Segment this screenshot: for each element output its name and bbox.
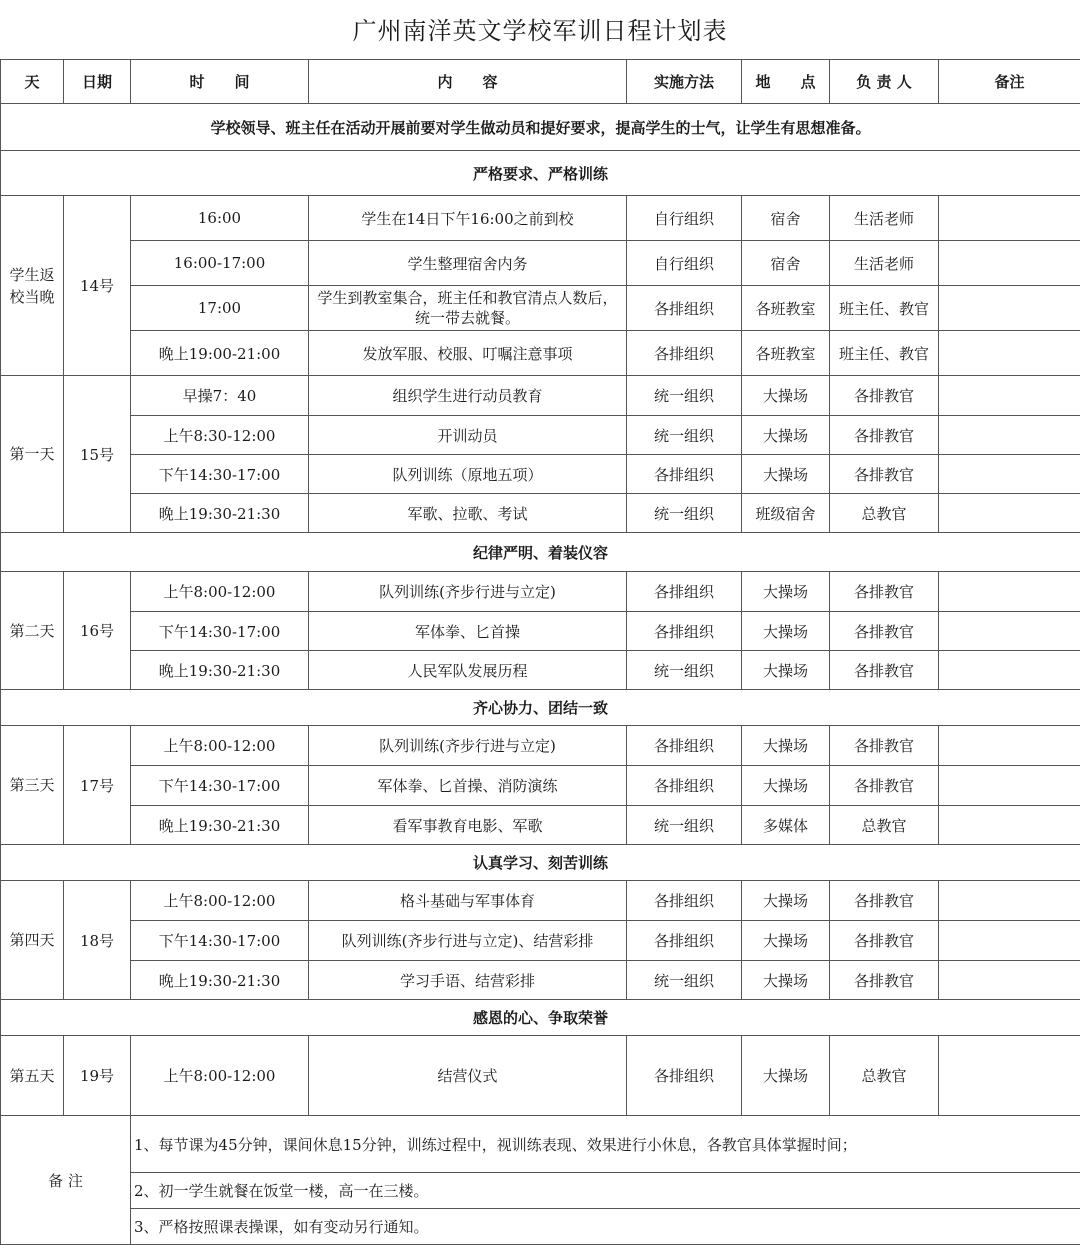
remark-cell [939,881,1080,921]
header-time: 时 间 [131,60,309,104]
time-cell: 下午14:30-17:00 [131,612,309,651]
remark-cell [939,455,1080,494]
remark-cell [939,196,1080,241]
table-row [1,455,1080,494]
table-row [1,651,1080,690]
method-cell: 各排组织 [627,455,742,494]
time-cell: 晚上19:30-21:30 [131,494,309,533]
content-cell: 队列训练(齐步行进与立定) [309,726,627,766]
place-cell: 多媒体 [742,806,830,845]
person-cell: 各排教官 [830,572,939,612]
place-cell: 各班教室 [742,331,830,376]
time-cell: 16:00 [131,196,309,241]
place-cell: 大操场 [742,961,830,1000]
content-cell: 队列训练（原地五项） [309,455,627,494]
remark-cell [939,241,1080,286]
content-cell: 军体拳、匕首操 [309,612,627,651]
content-cell: 看军事教育电影、军歌 [309,806,627,845]
method-cell: 各排组织 [627,1036,742,1116]
time-cell: 早操7：40 [131,376,309,416]
time-cell: 下午14:30-17:00 [131,455,309,494]
place-cell: 大操场 [742,881,830,921]
time-cell: 下午14:30-17:00 [131,766,309,806]
person-cell: 各排教官 [830,416,939,455]
table-row [1,241,1080,286]
time-cell: 17:00 [131,286,309,331]
place-cell: 大操场 [742,416,830,455]
place-cell: 大操场 [742,455,830,494]
section-title: 认真学习、刻苦训练 [1,845,1080,881]
method-cell: 统一组织 [627,806,742,845]
remark-cell [939,1036,1080,1116]
person-cell: 总教官 [830,494,939,533]
time-cell: 晚上19:30-21:30 [131,806,309,845]
remark-cell [939,726,1080,766]
method-cell: 各排组织 [627,726,742,766]
person-cell: 各排教官 [830,881,939,921]
table-row [1,766,1080,806]
content-cell: 发放军服、校服、叮嘱注意事项 [309,331,627,376]
content-cell: 学生整理宿舍内务 [309,241,627,286]
method-cell: 各排组织 [627,572,742,612]
table-row [1,572,1080,612]
content-cell: 人民军队发展历程 [309,651,627,690]
person-cell: 生活老师 [830,241,939,286]
section-row [1,1000,1080,1036]
person-cell: 各排教官 [830,921,939,961]
method-cell: 各排组织 [627,921,742,961]
table-row [1,806,1080,845]
place-cell: 大操场 [742,651,830,690]
method-cell: 各排组织 [627,331,742,376]
section-row [1,845,1080,881]
content-cell: 学生在14日下午16:00之前到校 [309,196,627,241]
person-cell: 各排教官 [830,612,939,651]
date-cell: 17号 [64,726,131,845]
table-row [1,376,1080,416]
table-row [1,961,1080,1000]
table-row [1,921,1080,961]
section-title: 感恩的心、争取荣誉 [1,1000,1080,1036]
person-cell: 班主任、教官 [830,331,939,376]
intro-text: 学校领导、班主任在活动开展前要对学生做动员和提好要求，提高学生的士气，让学生有思想准备。 [1,104,1080,151]
content-cell: 队列训练(齐步行进与立定) [309,572,627,612]
date-cell: 15号 [64,376,131,533]
section-title: 齐心协力、团结一致 [1,690,1080,726]
method-cell: 统一组织 [627,961,742,1000]
day-cell: 学生返校当晚 [1,196,64,376]
time-cell: 晚上19:30-21:30 [131,961,309,1000]
time-cell: 晚上19:00-21:00 [131,331,309,376]
day-cell: 第五天 [1,1036,64,1116]
method-cell: 自行组织 [627,241,742,286]
method-cell: 各排组织 [627,881,742,921]
time-cell: 16:00-17:00 [131,241,309,286]
remark-cell [939,376,1080,416]
method-cell: 自行组织 [627,196,742,241]
person-cell: 各排教官 [830,376,939,416]
place-cell: 班级宿舍 [742,494,830,533]
time-cell: 上午8:00-12:00 [131,726,309,766]
header-person: 负 责 人 [830,60,939,104]
section-row [1,533,1080,572]
time-cell: 下午14:30-17:00 [131,921,309,961]
remark-cell [939,416,1080,455]
method-cell: 各排组织 [627,286,742,331]
time-cell: 上午8:00-12:00 [131,881,309,921]
day-cell: 第二天 [1,572,64,690]
place-cell: 大操场 [742,612,830,651]
content-cell: 组织学生进行动员教育 [309,376,627,416]
note-item: 2、初一学生就餐在饭堂一楼，高一在三楼。 [131,1173,1080,1209]
note-item: 3、严格按照课表操课，如有变动另行通知。 [131,1209,1080,1245]
section-title: 严格要求、严格训练 [1,151,1080,196]
time-cell: 上午8:00-12:00 [131,572,309,612]
method-cell: 各排组织 [627,766,742,806]
content-cell: 军体拳、匕首操、消防演练 [309,766,627,806]
time-cell: 上午8:30-12:00 [131,416,309,455]
method-cell: 统一组织 [627,494,742,533]
section-row [1,151,1080,196]
person-cell: 班主任、教官 [830,286,939,331]
intro-row [1,104,1080,151]
place-cell: 大操场 [742,376,830,416]
section-row [1,690,1080,726]
header-date: 日期 [64,60,131,104]
table-row [1,612,1080,651]
place-cell: 宿舍 [742,241,830,286]
content-cell: 学习手语、结营彩排 [309,961,627,1000]
person-cell: 各排教官 [830,651,939,690]
remark-cell [939,331,1080,376]
date-cell: 14号 [64,196,131,376]
notes-row [1,1173,1080,1209]
page-title: 广州南洋英文学校军训日程计划表 [0,0,1080,60]
date-cell: 19号 [64,1036,131,1116]
day-cell: 第四天 [1,881,64,1000]
header-place: 地 点 [742,60,830,104]
method-cell: 统一组织 [627,376,742,416]
place-cell: 宿舍 [742,196,830,241]
notes-row [1,1209,1080,1245]
remark-cell [939,572,1080,612]
place-cell: 大操场 [742,1036,830,1116]
content-cell: 军歌、拉歌、考试 [309,494,627,533]
date-cell: 18号 [64,881,131,1000]
remark-cell [939,766,1080,806]
place-cell: 大操场 [742,766,830,806]
table-row [1,1036,1080,1116]
remark-cell [939,494,1080,533]
place-cell: 各班教室 [742,286,830,331]
person-cell: 各排教官 [830,961,939,1000]
table-row [1,331,1080,376]
header-content: 内 容 [309,60,627,104]
place-cell: 大操场 [742,572,830,612]
method-cell: 各排组织 [627,612,742,651]
person-cell: 各排教官 [830,726,939,766]
method-cell: 统一组织 [627,651,742,690]
notes-label: 备 注 [1,1116,131,1245]
time-cell: 晚上19:30-21:30 [131,651,309,690]
header-remark: 备注 [939,60,1080,104]
day-cell: 第一天 [1,376,64,533]
table-row [1,286,1080,331]
table-row [1,726,1080,766]
person-cell: 总教官 [830,806,939,845]
place-cell: 大操场 [742,726,830,766]
header-day: 天 [1,60,64,104]
time-cell: 上午8:00-12:00 [131,1036,309,1116]
person-cell: 各排教官 [830,455,939,494]
person-cell: 生活老师 [830,196,939,241]
remark-cell [939,651,1080,690]
table-row [1,196,1080,241]
remark-cell [939,961,1080,1000]
content-cell: 队列训练(齐步行进与立定)、结营彩排 [309,921,627,961]
content-cell: 开训动员 [309,416,627,455]
note-item: 1、每节课为45分钟，课间休息15分钟，训练过程中，视训练表现、效果进行小休息，各教官具体掌握时间； [131,1116,1080,1173]
person-cell: 各排教官 [830,766,939,806]
content-cell: 结营仪式 [309,1036,627,1116]
person-cell: 总教官 [830,1036,939,1116]
table-row [1,416,1080,455]
section-title: 纪律严明、着装仪容 [1,533,1080,572]
table-row [1,494,1080,533]
content-cell: 学生到教室集合，班主任和教官清点人数后，统一带去就餐。 [309,286,627,331]
table-header-row [1,60,1080,104]
place-cell: 大操场 [742,921,830,961]
remark-cell [939,921,1080,961]
method-cell: 统一组织 [627,416,742,455]
remark-cell [939,806,1080,845]
content-cell: 格斗基础与军事体育 [309,881,627,921]
header-method: 实施方法 [627,60,742,104]
schedule-table [0,59,1080,1245]
date-cell: 16号 [64,572,131,690]
day-cell: 第三天 [1,726,64,845]
remark-cell [939,612,1080,651]
remark-cell [939,286,1080,331]
table-row [1,881,1080,921]
notes-row [1,1116,1080,1173]
